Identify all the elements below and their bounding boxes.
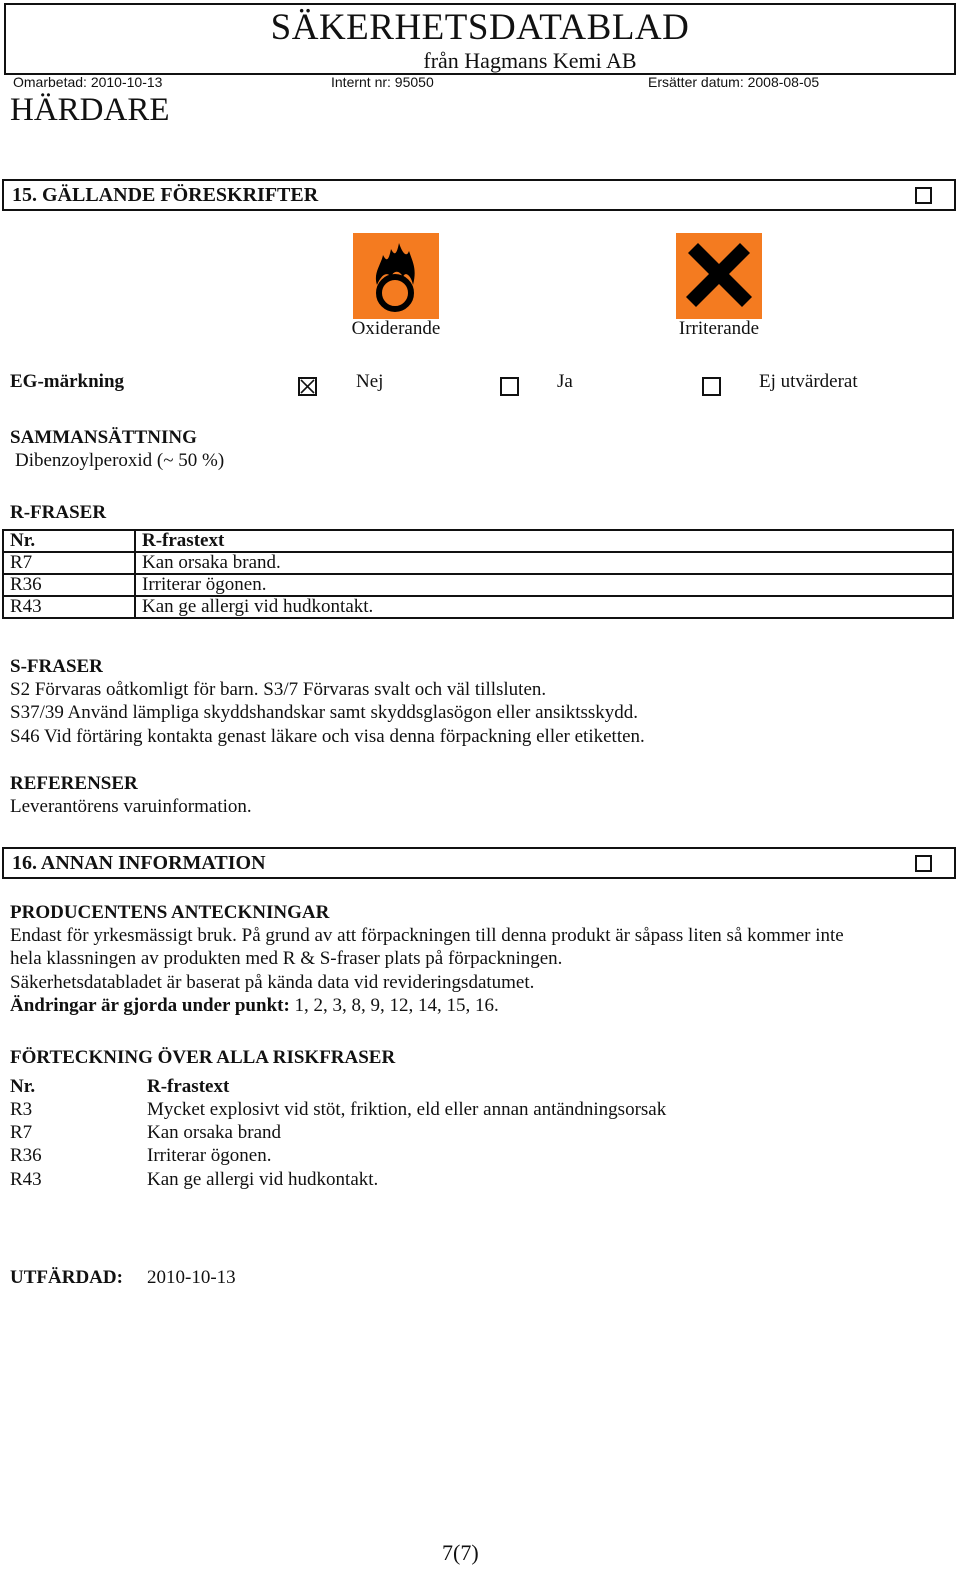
table-row (3, 596, 953, 618)
risk-text: Kan ge allergi vid hudkontakt. (147, 1169, 379, 1190)
section-16-checkbox[interactable] (915, 855, 932, 872)
s-phrase-line: S2 Förvaras oåtkomligt för barn. S3/7 Förvaras svalt och väl tillsluten. (10, 679, 547, 700)
revised-date: Omarbetad: 2010-10-13 (13, 74, 163, 90)
issued-date: 2010-10-13 (147, 1267, 236, 1288)
section-15-header (2, 179, 956, 211)
issued-label: UTFÄRDAD: (10, 1267, 123, 1288)
risk-col-nr-header: Nr. (10, 1076, 36, 1097)
notes-heading: PRODUCENTENS ANTECKNINGAR (10, 902, 330, 923)
risk-nr: R43 (10, 1169, 42, 1190)
r-phrases-heading: R-FRASER (10, 502, 107, 523)
eg-checkbox-ej-utvarderat[interactable] (702, 377, 721, 396)
col-text-header: R-frastext (135, 530, 953, 552)
references-text: Leverantörens varuinformation. (10, 796, 252, 817)
risk-text: Kan orsaka brand (147, 1122, 282, 1143)
section-15-title: 15. GÄLLANDE FÖRESKRIFTER (12, 184, 319, 206)
composition-heading: SAMMANSÄTTNING (10, 427, 197, 448)
oxidizing-pictogram (353, 233, 439, 319)
composition-text: Dibenzoylperoxid (~ 50 %) (15, 450, 225, 471)
r-nr: R36 (3, 574, 135, 596)
s-phrase-line: S37/39 Använd lämpliga skyddshandskar samt skyddsglasögon eller ansiktsskydd. (10, 702, 639, 723)
s-phrases-heading: S-FRASER (10, 656, 103, 677)
check-x-icon (300, 379, 315, 394)
notes-line: Endast för yrkesmässigt bruk. På grund av att förpackningen till denna produkt är såpass liten så kommer inte (10, 925, 844, 946)
section-16-header (2, 847, 956, 879)
r-text: Irriterar ögonen. (135, 574, 953, 596)
internal-number: Internt nr: 95050 (331, 74, 434, 90)
table-row (3, 574, 953, 596)
replaces-date: Ersätter datum: 2008-08-05 (648, 74, 820, 90)
r-phrases-table (2, 529, 954, 619)
eg-option-ja: Ja (557, 371, 573, 392)
document-title: SÄKERHETSDATABLAD (270, 7, 690, 48)
table-header-row (3, 530, 953, 552)
r-text: Kan ge allergi vid hudkontakt. (135, 596, 953, 618)
irritant-pictogram (676, 233, 762, 319)
risk-text: Irriterar ögonen. (147, 1145, 272, 1166)
r-nr: R43 (3, 596, 135, 618)
risk-col-text-header: R-frastext (147, 1076, 230, 1097)
references-heading: REFERENSER (10, 773, 138, 794)
table-row (3, 552, 953, 574)
eg-checkbox-nej[interactable] (298, 377, 317, 396)
pictogram-label-irritant: Irriterande (678, 318, 760, 339)
eg-option-ej-utvarderat: Ej utvärderat (759, 371, 858, 392)
eg-option-nej: Nej (356, 371, 384, 392)
pictogram-label-oxidizing: Oxiderande (351, 318, 441, 339)
document-subtitle: från Hagmans Kemi AB (423, 48, 637, 73)
x-cross-icon (676, 233, 762, 319)
section-16-title: 16. ANNAN INFORMATION (12, 852, 266, 874)
changes-line (10, 995, 499, 1017)
col-nr-header: Nr. (3, 530, 135, 552)
risk-text: Mycket explosivt vid stöt, friktion, eld eller annan antändningsorsak (147, 1099, 667, 1120)
r-text: Kan orsaka brand. (135, 552, 953, 574)
changes-label: Ändringar är gjorda under punkt: (10, 995, 290, 1016)
eg-checkbox-ja[interactable] (500, 377, 519, 396)
risk-nr: R7 (10, 1122, 33, 1143)
document-title-box (4, 3, 956, 75)
risk-nr: R36 (10, 1145, 42, 1166)
notes-line: hela klassningen av produkten med R & S-fraser plats på förpackningen. (10, 948, 563, 969)
product-name: HÄRDARE (10, 92, 170, 128)
risk-nr: R3 (10, 1099, 33, 1120)
r-nr: R7 (3, 552, 135, 574)
page-number: 7(7) (442, 1540, 479, 1565)
changes-value: 1, 2, 3, 8, 9, 12, 14, 15, 16. (289, 995, 499, 1016)
notes-line: Säkerhetsdatabladet är baserat på kända data vid revideringsdatumet. (10, 972, 535, 993)
flame-over-circle-icon (353, 233, 439, 319)
s-phrase-line: S46 Vid förtäring kontakta genast läkare och visa denna förpackning eller etiketten. (10, 726, 645, 747)
eg-label: EG-märkning (10, 371, 125, 392)
section-15-checkbox[interactable] (915, 187, 932, 204)
risk-list-heading: FÖRTECKNING ÖVER ALLA RISKFRASER (10, 1047, 396, 1068)
